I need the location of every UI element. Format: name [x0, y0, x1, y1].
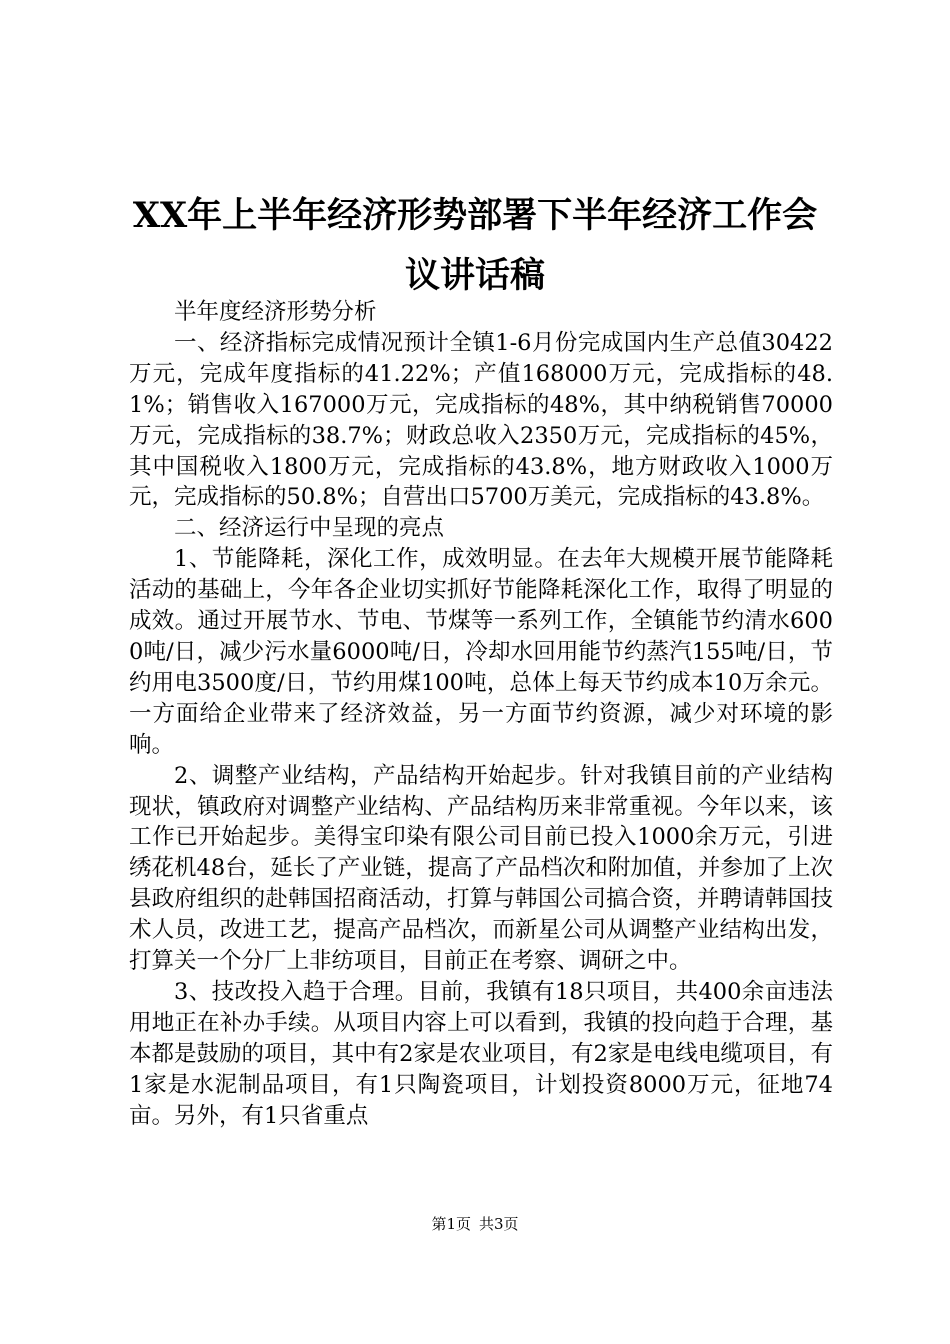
document-body [129, 297, 833, 1131]
document-title: XX年上半年经济形势部署下半年经济工作会议讲话稿 [132, 195, 818, 296]
page-number: 第1页 [431, 1215, 471, 1233]
section-heading: 半年度经济形势分析 [174, 299, 377, 325]
page-total: 共3页 [479, 1215, 519, 1233]
paragraph: 1、节能降耗，深化工作，成效明显。在去年大规模开展节能降耗活动的基础上，今年各企业切实抓好节能降耗深化工作，取得了明显的成效。通过开展节水、节电、节煤等一系列工作，全镇能节约清水6000吨/日，减少污水量6000吨/日，冷却水回用能节约蒸汽155吨/日，节约用电3500度/日，节约用煤100吨，总体上每天节约成本10万余元。一方面给企业带来了经济效益，另一方面节约资源，减少对环境的影响。 [129, 546, 833, 758]
paragraph: 2、调整产业结构，产品结构开始起步。针对我镇目前的产业结构现状，镇政府对调整产业结构、产品结构历来非常重视。今年以来，该工作已开始起步。美得宝印染有限公司目前已投入1000余万元，引进绣花机48台，延长了产业链，提高了产品档次和附加值，并参加了上次县政府组织的赴韩国招商活动，打算与韩国公司搞合资，并聘请韩国技术人员，改进工艺，提高产品档次，而新星公司从调整产业结构出发，打算关一个分厂上非纺项目，目前正在考察、调研之中。 [129, 762, 833, 975]
paragraph: 一、经济指标完成情况预计全镇1-6月份完成国内生产总值30422万元，完成年度指标的41.22%；产值168000万元，完成指标的48.1%；销售收入167000万元，完成指标的48%，其中纳税销售70000万元，完成指标的38.7%；财政总收入2350万元，完成指标的45%，其中国税收入1800万元，完成指标的43.8%，地方财政收入1000万元，完成指标的50.8%；自营出口5700万美元，完成指标的43.8%。 [129, 329, 833, 511]
section-heading: 二、经济运行中呈现的亮点 [174, 515, 445, 542]
page-footer [0, 1214, 950, 1234]
paragraph: 3、技改投入趋于合理。目前，我镇有18只项目，共400余亩违法用地正在补办手续。从项目内容上可以看到，我镇的投向趋于合理，基本都是鼓励的项目，其中有2家是农业项目，有2家是电线电缆项目，有1家是水泥制品项目，有1只陶瓷项目，计划投资8000万元，征地74亩。另外，有1只省重点 [129, 978, 833, 1129]
